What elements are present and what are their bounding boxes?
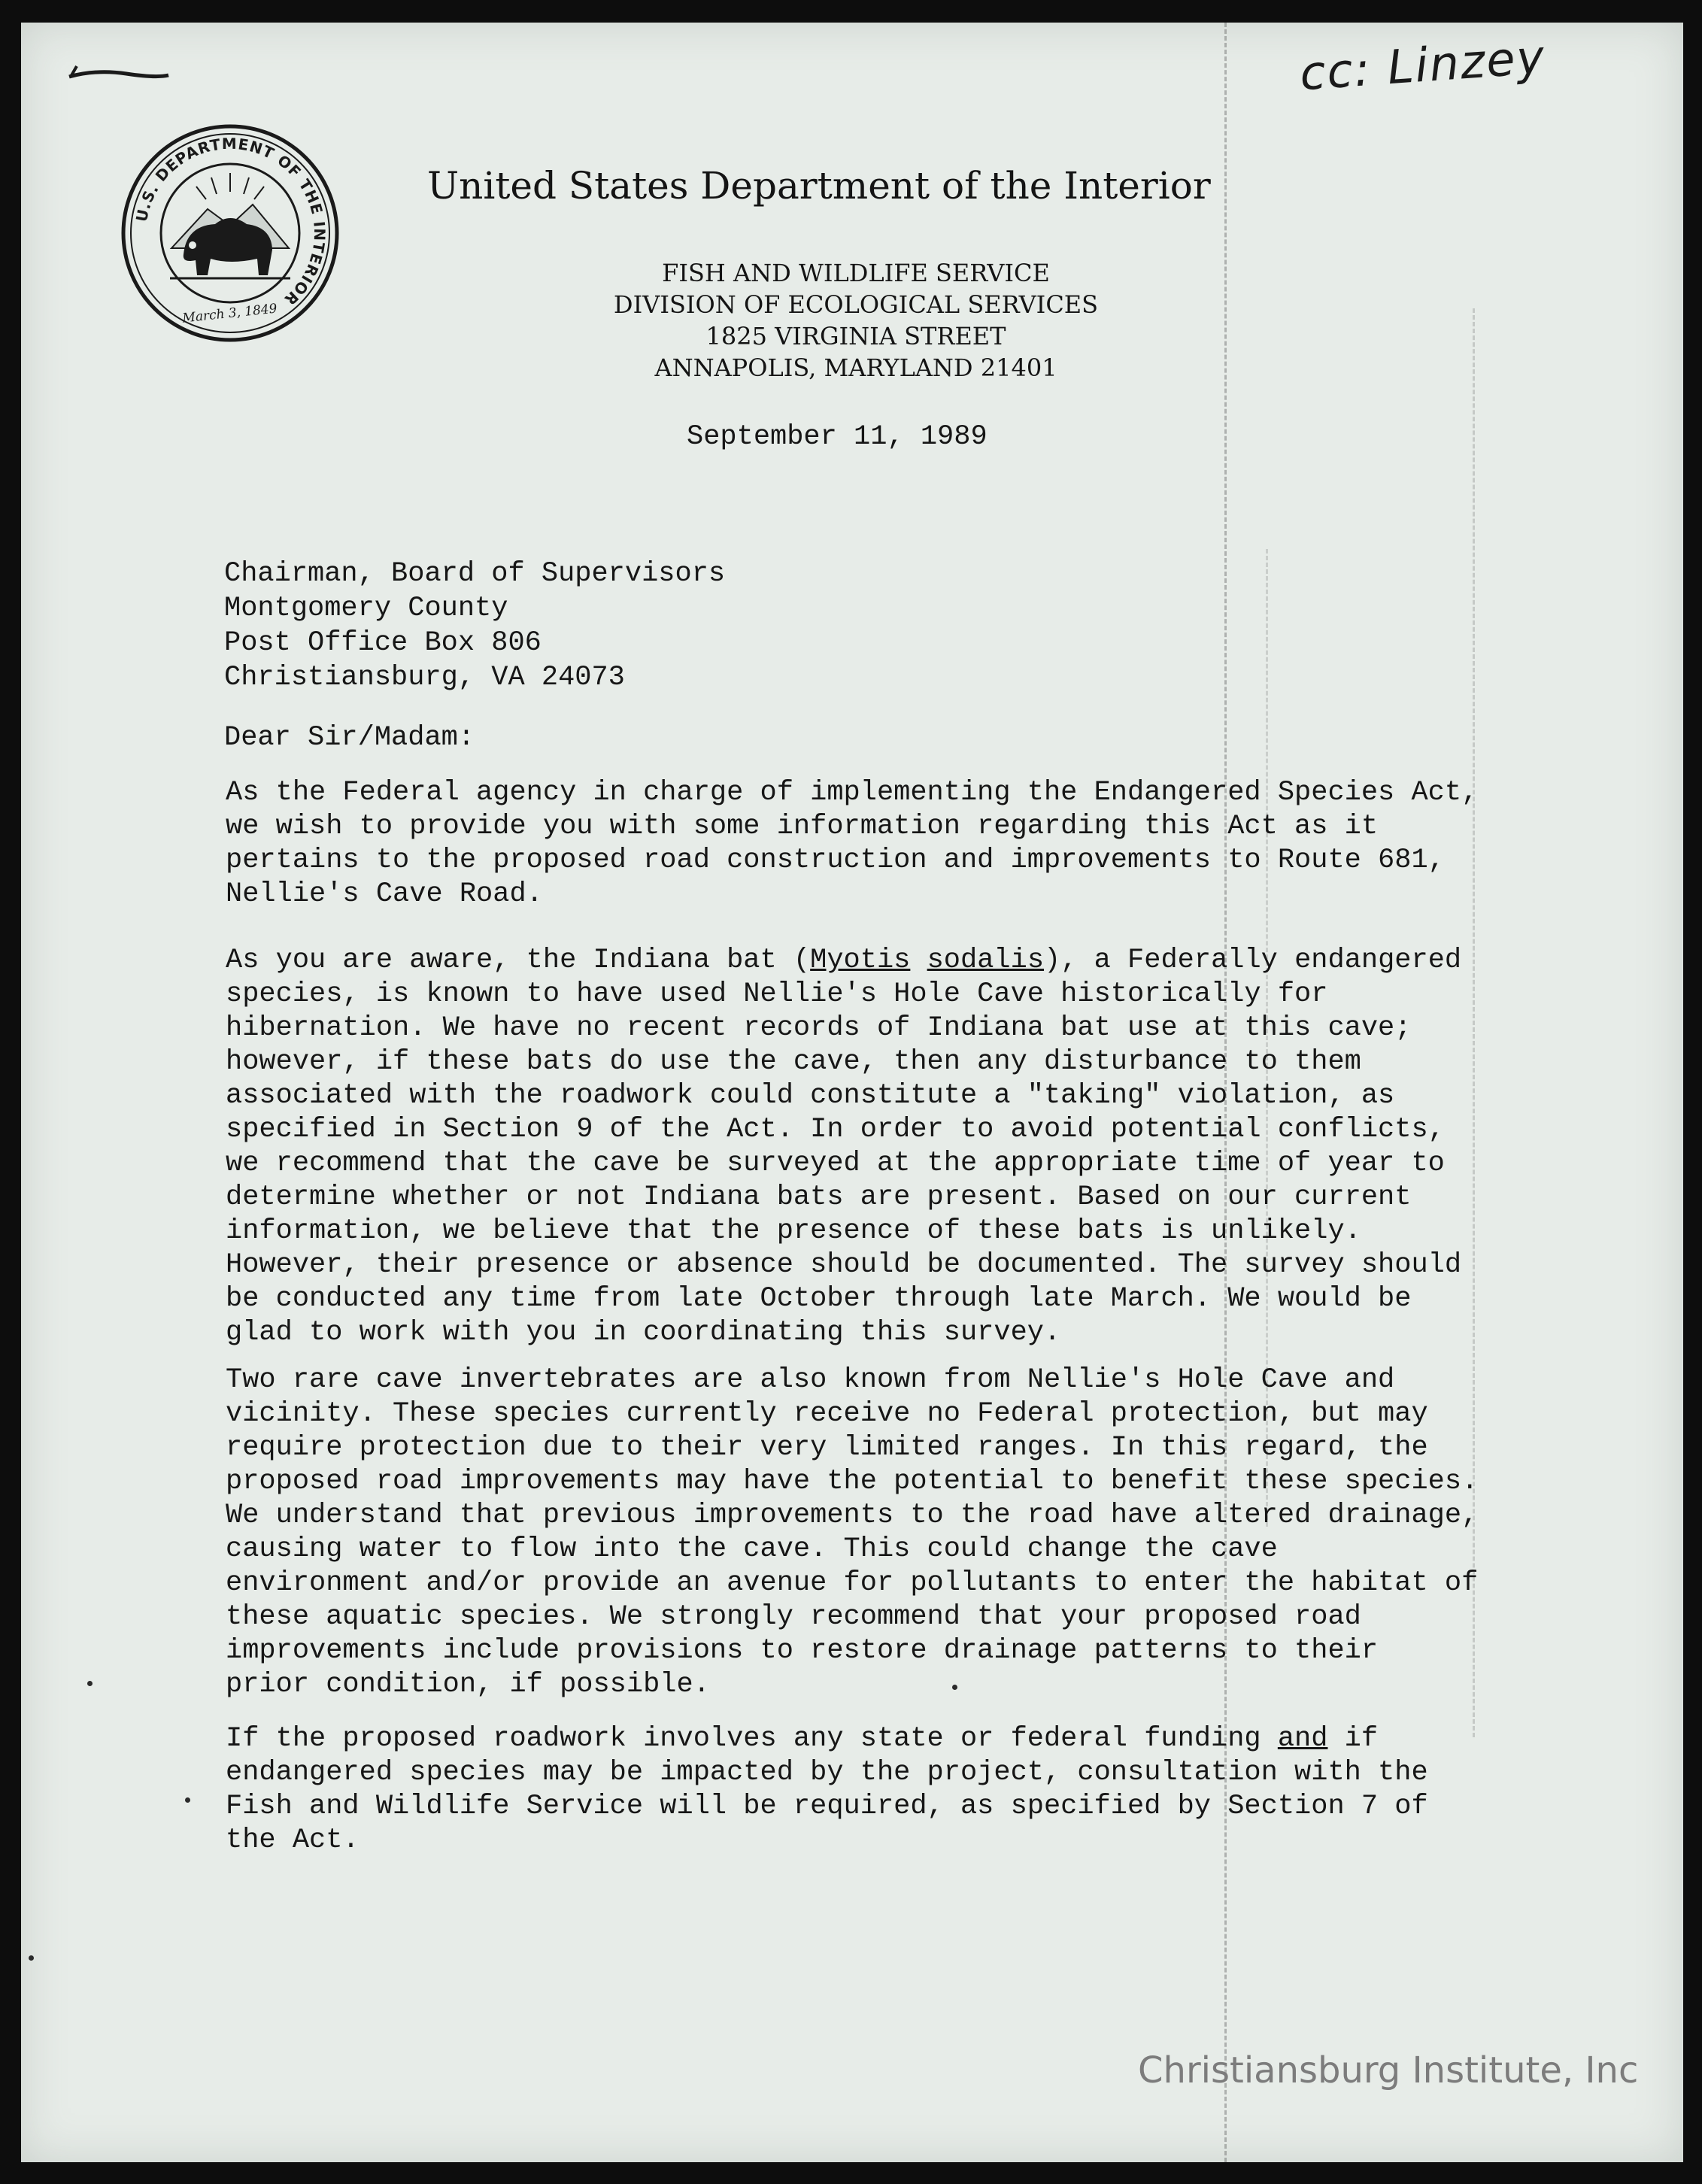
paragraph-line: proposed road improvements may have the potential to benefit these species. (226, 1466, 1479, 1497)
paragraph-line: require protection due to their very limited ranges. In this regard, the (226, 1432, 1428, 1464)
letterhead-line: FISH AND WILDLIFE SERVICE (662, 259, 1050, 287)
department-title: United States Department of the Interior (427, 164, 1211, 208)
paragraph-line: pertains to the proposed road construction and improvements to Route 681, (226, 845, 1445, 876)
paragraph-line: causing water to flow into the cave. This could change the cave (226, 1533, 1278, 1565)
paragraph-line: be conducted any time from late October through late March. We would be (226, 1283, 1412, 1315)
seal-ring-text: U.S. DEPARTMENT OF THE INTERIOR (132, 134, 329, 310)
paragraph-line: hibernation. We have no recent records of Indiana bat use at this cave; (226, 1012, 1412, 1044)
address-line: Christiansburg, VA 24073 (224, 662, 625, 693)
letterhead-line: DIVISION OF ECOLOGICAL SERVICES (613, 290, 1099, 319)
archive-watermark: Christiansburg Institute, Inc (1138, 2049, 1639, 2091)
paragraph-line (226, 1722, 1428, 1756)
letterhead-line: 1825 VIRGINIA STREET (705, 322, 1006, 350)
handwritten-cc-note: cc: Linzey (1297, 29, 1548, 102)
paragraph-line: Two rare cave invertebrates are also known from Nellie's Hole Cave and (226, 1364, 1395, 1396)
paragraph-line: environment and/or provide an avenue for pollutants to enter the habitat of (226, 1567, 1479, 1599)
emphasis-and: and (1277, 1723, 1328, 1755)
paragraph-line: vicinity. These species currently receive no Federal protection, but may (226, 1398, 1428, 1430)
text-run: If the proposed roadwork involves any state or federal funding (226, 1723, 1278, 1755)
paragraph-line (226, 944, 1461, 978)
scan-speck (29, 1955, 34, 1961)
paragraph-line: we recommend that the cave be surveyed at the appropriate time of year to (226, 1148, 1445, 1179)
paragraph-line: However, their presence or absence should be documented. The survey should (226, 1249, 1462, 1281)
letter-date: September 11, 1989 (687, 421, 988, 453)
paragraph-line: We understand that previous improvements to the road have altered drainage, (226, 1500, 1479, 1531)
paragraph-line: species, is known to have used Nellie's Hole Cave historically for (226, 978, 1328, 1010)
body-paragraph-4 (226, 1722, 1428, 1858)
text-run: if (1327, 1723, 1379, 1755)
paragraph-line: endangered species may be impacted by the project, consultation with the (226, 1757, 1428, 1788)
letterhead-block (412, 257, 1300, 384)
paragraph-line: specified in Section 9 of the Act. In order to avoid potential conflicts, (226, 1114, 1445, 1145)
paragraph-line: prior condition, if possible. (226, 1669, 710, 1700)
paragraph-line: Nellie's Cave Road. (226, 878, 543, 910)
salutation: Dear Sir/Madam: (224, 722, 475, 754)
scan-speck (952, 1685, 957, 1690)
seal-date-text: March 3, 1849 (181, 301, 278, 326)
body-paragraph-1 (226, 776, 1478, 912)
paragraph-line: Fish and Wildlife Service will be required, as specified by Section 7 of (226, 1791, 1428, 1822)
paragraph-line: associated with the roadwork could constitute a "taking" violation, as (226, 1080, 1395, 1112)
scan-speck (87, 1681, 93, 1686)
paragraph-line: the Act. (226, 1825, 360, 1856)
body-paragraph-2 (226, 944, 1461, 1350)
address-line: Montgomery County (224, 593, 508, 624)
paragraph-line: As the Federal agency in charge of implementing the Endangered Species Act, (226, 777, 1479, 808)
recipient-address (224, 557, 725, 695)
paragraph-line: improvements include provisions to restore drainage patterns to their (226, 1635, 1379, 1667)
text-run: As you are aware, the Indiana bat ( (226, 945, 811, 976)
address-line: Post Office Box 806 (224, 627, 542, 659)
paragraph-line: we wish to provide you with some information regarding this Act as it (226, 811, 1379, 842)
paragraph-line: glad to work with you in coordinating this survey. (226, 1317, 1061, 1348)
paragraph-line: however, if these bats do use the cave, then any disturbance to them (226, 1046, 1361, 1078)
letter-page (21, 23, 1683, 2162)
text-run: ), a Federally endangered (1044, 945, 1462, 976)
paragraph-line: information, we believe that the presence of these bats is unlikely. (226, 1215, 1361, 1247)
scan-speck (185, 1797, 190, 1803)
species-epithet: sodalis (927, 945, 1045, 976)
species-genus: Myotis (810, 945, 911, 976)
pen-mark-icon (66, 59, 171, 89)
text-run (910, 945, 927, 976)
letterhead-line: ANNAPOLIS, MARYLAND 21401 (654, 353, 1057, 382)
paragraph-line: determine whether or not Indiana bats are present. Based on our current (226, 1181, 1412, 1213)
paragraph-line: these aquatic species. We strongly recommend that your proposed road (226, 1601, 1361, 1633)
department-seal-icon (117, 120, 343, 346)
address-line: Chairman, Board of Supervisors (224, 558, 726, 590)
body-paragraph-3 (226, 1363, 1478, 1702)
